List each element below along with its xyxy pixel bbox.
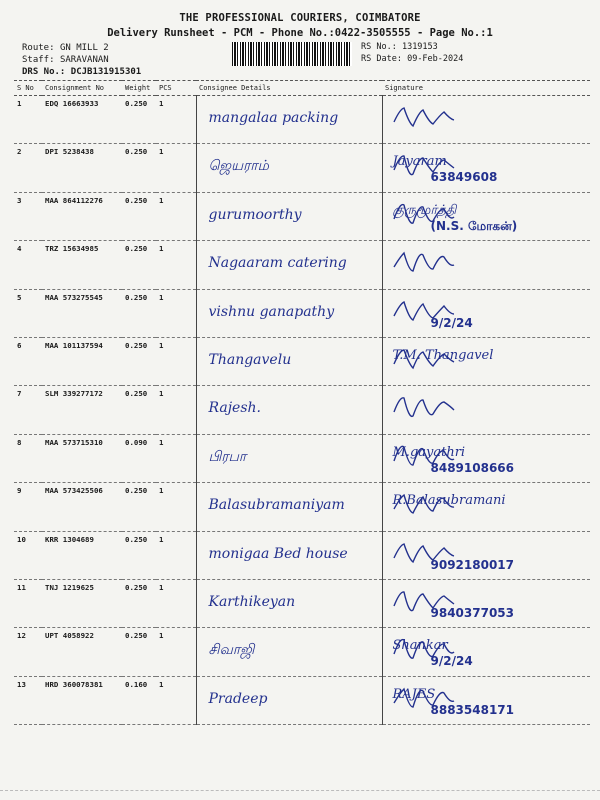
consignee-handwriting: சிவாஜி <box>208 642 255 659</box>
table-row <box>14 241 590 289</box>
cell-consignee <box>196 483 382 531</box>
col-header-weight: Weight <box>122 81 156 96</box>
signature-handwriting: R.Balasubramani <box>392 493 506 509</box>
rs-date-value: 09-Feb-2024 <box>407 54 464 64</box>
cell-signature <box>382 337 590 385</box>
cell-sno: 10 <box>14 531 42 579</box>
cell-consignee <box>196 337 382 385</box>
signature-handwriting: Shankar <box>392 638 448 654</box>
table-body <box>14 96 590 725</box>
drs-label: DRS No.: <box>22 67 66 77</box>
table-header-row <box>14 81 590 96</box>
cell-sno: 5 <box>14 289 42 337</box>
cell-pcs: 1 <box>156 96 196 144</box>
table-row <box>14 192 590 240</box>
cell-consignment: MAA 573715310 <box>42 434 122 482</box>
cell-sno: 3 <box>14 192 42 240</box>
cell-pcs: 1 <box>156 531 196 579</box>
table-row <box>14 386 590 434</box>
signature-note: 8883548171 <box>430 702 514 717</box>
cell-weight: 0.250 <box>122 628 156 676</box>
cell-pcs: 1 <box>156 337 196 385</box>
cell-sno: 6 <box>14 337 42 385</box>
consignee-handwriting: Karthikeyan <box>208 593 296 610</box>
staff-label: Staff: <box>22 55 55 65</box>
cell-sno: 1 <box>14 96 42 144</box>
table-row <box>14 628 590 676</box>
col-header-pcs: PCS <box>156 81 196 96</box>
cell-consignee <box>196 144 382 192</box>
consignee-handwriting: monigaa Bed house <box>208 545 348 562</box>
table-row <box>14 434 590 482</box>
cell-consignee <box>196 192 382 240</box>
cell-consignment: MAA 864112276 <box>42 192 122 240</box>
consignee-handwriting: Balasubramaniyam <box>208 497 345 514</box>
table-row <box>14 676 590 724</box>
route-value: GN MILL 2 <box>59 43 109 53</box>
cell-consignee <box>196 579 382 627</box>
consignee-handwriting: ஜெயராம் <box>208 158 269 175</box>
consignee-handwriting: gurumoorthy <box>208 206 302 223</box>
cell-pcs: 1 <box>156 676 196 724</box>
signature-handwriting: RAJES <box>392 686 436 702</box>
cell-sno: 7 <box>14 386 42 434</box>
signature-scribble-icon <box>389 100 459 134</box>
cell-consignment: TNJ 1219625 <box>42 579 122 627</box>
cell-consignment: MAA 573275545 <box>42 289 122 337</box>
cell-consignee <box>196 386 382 434</box>
cell-signature <box>382 579 590 627</box>
cell-weight: 0.250 <box>122 531 156 579</box>
cell-weight: 0.250 <box>122 579 156 627</box>
barcode <box>232 42 352 66</box>
consignee-handwriting: vishnu ganapathy <box>208 303 335 320</box>
cell-signature <box>382 676 590 724</box>
cell-weight: 0.250 <box>122 96 156 144</box>
consignee-handwriting: Rajesh. <box>208 400 261 417</box>
signature-note: 9092180017 <box>430 557 514 572</box>
staff-line <box>22 54 109 66</box>
cell-weight: 0.250 <box>122 144 156 192</box>
cell-pcs: 1 <box>156 628 196 676</box>
cell-pcs: 1 <box>156 289 196 337</box>
drs-line <box>22 66 141 78</box>
col-header-sno: S No <box>14 81 42 96</box>
signature-handwriting: M.gayathri <box>392 444 466 460</box>
cell-consignee <box>196 628 382 676</box>
footer-divider <box>0 790 600 791</box>
signature-handwriting: T.M. Thangavel <box>392 347 494 363</box>
table-row <box>14 337 590 385</box>
rs-number-label: RS No.: <box>361 42 397 52</box>
staff-value: SARAVANAN <box>59 55 109 65</box>
signature-note: 9/2/24 <box>430 654 473 669</box>
table-row <box>14 483 590 531</box>
cell-consignment: HRD 360078381 <box>42 676 122 724</box>
rs-date-label: RS Date: <box>361 54 402 64</box>
consignee-handwriting: பிரபா <box>208 448 247 465</box>
cell-sno: 12 <box>14 628 42 676</box>
cell-consignment: MAA 573425506 <box>42 483 122 531</box>
cell-pcs: 1 <box>156 579 196 627</box>
cell-consignment: TRZ 15634985 <box>42 241 122 289</box>
col-header-consignee: Consignee Details <box>196 81 382 96</box>
cell-signature <box>382 192 590 240</box>
cell-consignment: KRR 1304689 <box>42 531 122 579</box>
cell-consignment: UPT 4058922 <box>42 628 122 676</box>
signature-scribble-icon <box>389 245 459 279</box>
cell-weight: 0.250 <box>122 192 156 240</box>
cell-weight: 0.250 <box>122 386 156 434</box>
cell-signature <box>382 241 590 289</box>
cell-weight: 0.250 <box>122 337 156 385</box>
table-row <box>14 144 590 192</box>
cell-sno: 8 <box>14 434 42 482</box>
cell-pcs: 1 <box>156 192 196 240</box>
cell-consignment: SLM 339277172 <box>42 386 122 434</box>
cell-pcs: 1 <box>156 144 196 192</box>
cell-sno: 11 <box>14 579 42 627</box>
signature-scribble-icon <box>389 390 459 424</box>
cell-consignment: EDQ 16663933 <box>42 96 122 144</box>
table-row <box>14 531 590 579</box>
cell-pcs: 1 <box>156 386 196 434</box>
rs-date-line <box>361 54 463 64</box>
cell-weight: 0.250 <box>122 289 156 337</box>
rs-number-value: 1319153 <box>401 42 438 52</box>
signature-handwriting: குருமூர்த்தி <box>392 202 457 218</box>
cell-signature <box>382 531 590 579</box>
table-row <box>14 579 590 627</box>
cell-sno: 13 <box>14 676 42 724</box>
cell-signature <box>382 144 590 192</box>
cell-consignee <box>196 531 382 579</box>
signature-note: 9840377053 <box>430 605 514 620</box>
company-title: THE PROFESSIONAL COURIERS, COIMBATORE <box>179 12 421 24</box>
cell-consignee <box>196 289 382 337</box>
table-row <box>14 289 590 337</box>
col-header-signature: Signature <box>382 81 590 96</box>
cell-signature <box>382 483 590 531</box>
cell-sno: 9 <box>14 483 42 531</box>
cell-signature <box>382 434 590 482</box>
cell-consignee <box>196 676 382 724</box>
consignee-handwriting: mangalaa packing <box>208 110 339 126</box>
signature-handwriting: Jayaram <box>392 154 447 170</box>
runsheet-table <box>14 80 590 725</box>
cell-consignment: DPI 5238438 <box>42 144 122 192</box>
signature-note: (N.S. மோகன்) <box>430 218 518 233</box>
cell-consignment: MAA 101137594 <box>42 337 122 385</box>
cell-signature <box>382 289 590 337</box>
cell-weight: 0.250 <box>122 241 156 289</box>
cell-consignee <box>196 434 382 482</box>
signature-note: 9/2/24 <box>430 315 473 330</box>
cell-weight: 0.090 <box>122 434 156 482</box>
rs-number-line <box>361 42 438 52</box>
route-label: Route: <box>22 43 55 53</box>
runsheet-subtitle: Delivery Runsheet - PCM - Phone No.:0422-3505555 - Page No.:1 <box>107 27 493 39</box>
cell-weight: 0.160 <box>122 676 156 724</box>
consignee-handwriting: Thangavelu <box>208 351 292 368</box>
consignee-handwriting: Nagaaram catering <box>208 255 347 272</box>
cell-sno: 4 <box>14 241 42 289</box>
cell-consignee <box>196 96 382 144</box>
cell-signature <box>382 96 590 144</box>
route-line <box>22 42 109 54</box>
cell-sno: 2 <box>14 144 42 192</box>
table-row <box>14 96 590 144</box>
col-header-consignment: Consignment No <box>42 81 122 96</box>
cell-pcs: 1 <box>156 483 196 531</box>
cell-signature <box>382 386 590 434</box>
drs-value: DCJB131915301 <box>70 67 142 77</box>
cell-weight: 0.250 <box>122 483 156 531</box>
cell-consignee <box>196 241 382 289</box>
cell-signature <box>382 628 590 676</box>
signature-note: 8489108666 <box>430 460 514 475</box>
consignee-handwriting: Pradeep <box>208 690 268 707</box>
cell-pcs: 1 <box>156 434 196 482</box>
cell-pcs: 1 <box>156 241 196 289</box>
signature-note: 63849608 <box>430 170 498 185</box>
